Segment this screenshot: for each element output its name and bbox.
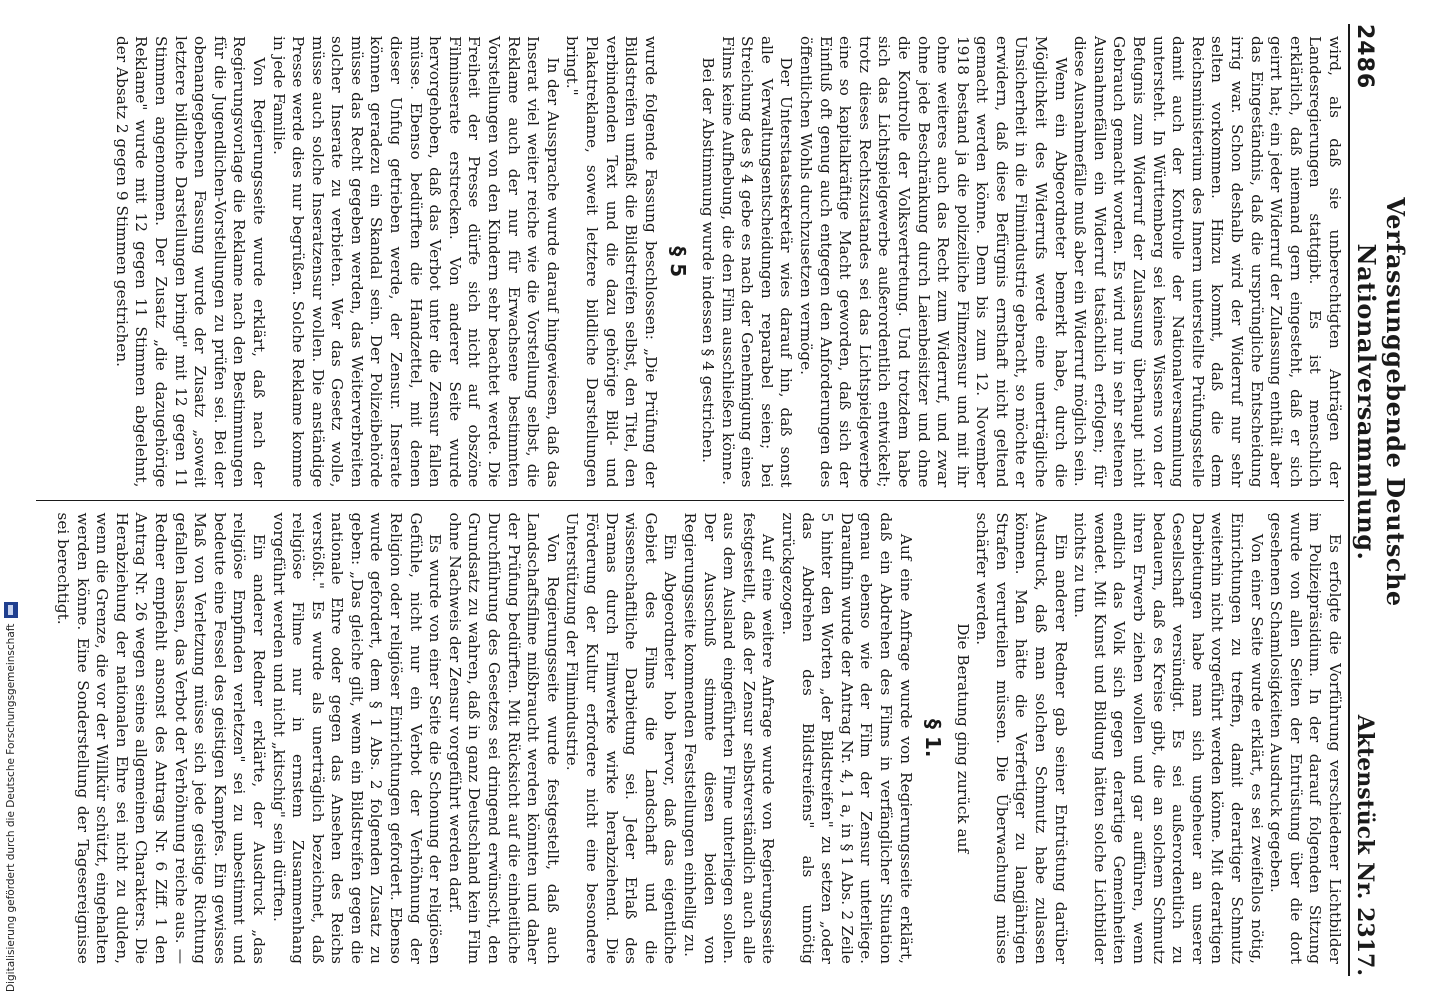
paragraph: wurde folgende Fassung beschlossen: „Die Prüfung der Bildstreifen umfaßt die Bildstreifen selbst, den Titel, den verbindenden Text und die dazu gehörige Bild- und Plakatreklame, soweit letztere bildliche Darstellungen bringt." — [563, 36, 660, 488]
section-heading: § 5 — [666, 246, 691, 278]
running-title: Verfassunggebende Deutsche Nationalversammlung. — [1352, 197, 1410, 607]
paragraph: Wenn ein Abgeordneter bemerkt habe, durch die Möglichkeit des Widerrufs werde eine unerträgliche Unsicherheit in die Filmindustrie gebracht, so möchte er erwidern, daß diese Befürgnis ernsthaft nicht geltend gemacht werden könne. Denn bis zum 12. November 1918 bestand ja die polizeiliche Filmzensur und mit ihr ohne weiteres auch das Recht zum Widerruf, und zwar ohne jede Beschränkung durch Laienbeisitzer und ohne die Kontrolle der Volksvertretung. Und trotzdem habe sich das Lichtspielgewerbe außerordentlich entwickelt; trotz dieses Rechtszustandes sei das Lichtspielgewerbe eine so kapitalkräftige Macht geworden, daß sich der Einfluß oft genug auch entgegen den Anforderungen des öffentlichen Wohls durchzusetzen vermöge. — [796, 36, 1070, 488]
left-column — [10, 24, 1344, 500]
paragraph: In der Aussprache wurde darauf hingewiesen, daß das Inserat viel weiter reiche wie die Vorstellung selbst, die Reklame auch der nur für Erwachsene bestimmten Vorstellungen von den Kindern sehr beachtet werde. Die Freiheit der Presse dürfe sich nicht auf obszöne Filminserate erstrecken. Von anderer Seite wurde hervorgehoben, daß das Verbot unter die Zensur fallen müsse. Ebenso bedürften die Handzettel, mit denen dieser Unfug getrieben werde, der Zensur. Inserate können geradezu ein Skandal sein. Der Polizeibehörde müsse das Recht gegeben werden, das Weiterverbreiten solcher Inserate zu verbieten. Wer das Gesetz wolle, müsse auch solche Inseratzensur wollen. Die anständige Presse werde dies nur begrüßen. Solche Reklame komme in jede Familie. — [269, 36, 562, 488]
paragraph: Von Regierungsseite wurde festgestellt, daß auch Landschaftsfilme mißbraucht werden könnten und daher der Prüfung bedürften. Mit Rücksicht auf die einheitliche Durchführung des Gesetzes sei dringend erwünscht, den Grundsatz zu wahren, daß in ganz Deutschland kein Film ohne Nachweis der Zensur vorgeführt werden darf. — [445, 512, 562, 964]
paragraph: Von einer Seite wurde erklärt, es sei zweifellos nötig, Einrichtungen zu treffen, damit derartiger Schmutz weiterhin nicht vorgeführt werden könne. Mit derartigen Darbietungen habe man sich ungeheuer an unserer Gesellschaft versündigt. Es sei außerordentlich zu bedauern, daß es Kreise gibt, die an solchem Schmutz ihren Erwerb ziehen wollen und gar aufführen, wenn endlich das Volk sich gegen derartige Gemeinheiten wendet. Mit Kunst und Bildung hätten solche Lichtbilder nichts zu tun. — [1071, 512, 1266, 964]
page-number: 2486 — [1352, 24, 1377, 90]
document-reference: Aktenstück Nr. 2317. — [1352, 714, 1378, 976]
paragraph: Es erfolgte die Vorführung verschiedener Lichtbilder im Polizeipräsidium. In der darauf folgenden Sitzung wurde von allen Seiten der Entrüstung über die dort gesehenen Schamlosigkeiten Ausdruck gegeben. — [1267, 512, 1344, 964]
paragraph: Der Unterstaatssekretär wies darauf hin, daß sonst alle Verwaltungsentscheidungen reparabel seien; bei Streichung des § 4 gebe es nach der Genehmigung eines Films keine Aufhebung, die den Film ausschließen könne. — [718, 36, 796, 488]
paragraph: Die Beratung ging zurück auf — [953, 623, 972, 854]
paragraph: Auf eine weitere Anfrage wurde von Regierungsseite festgestellt, daß der Zensur selbstverständlich auch alle aus dem Ausland eingeführten Filme unterliegen sollen. Der Ausschuß stimmte diesen beiden von Regierungsseite kommenden Feststellungen einhellig zu. — [681, 512, 778, 964]
paragraph: wird, als daß sie unberechtigten Anträgen der Landesregierungen stattgibt. Es ist menschlich erklärlich, daß niemand gern eingesteht, daß er sich geirrt hat; ein jeder Widerruf der Zulassung enthält aber das Eingeständnis, daß die ursprüngliche Entscheidung irrig war. Schon deshalb wird der Widerruf nur sehr selten vorkommen. Hinzu kommt, daß die dem Reichsministerium des Innern unterstellte Prüfungsstelle damit auch der Kontrolle der Nationalversammlung untersteht. In Württemberg sei keines Wissens von der Befugnis zum Widerruf der Zulassung überhaupt nicht Gebrauch gemacht worden. Es wird nur in sehr seltenen Ausnahmefällen ein Widerruf tatsächlich erfolgen; für diese Ausnahmefälle muß aber ein Widerruf möglich sein. — [1071, 36, 1344, 488]
right-column — [10, 500, 1344, 977]
paragraph: Ein Abgeordneter hob hervor, daß das eigentliche Gebiet des Films die Landschaft und die wissenschaftliche Darbietung sei. Jeder Erlaß des Dramas durch Filmwerke wirke herabziehend. Die Förderung der Kultur erfordere nicht eine besondere Unterstützung der Filmindustrie. — [563, 512, 680, 964]
paragraph: Von Regierungsseite wurde erklärt, daß nach der Regierungsvorlage die Reklame nach den Bestimmungen für die Jugendlichen-Vorstellungen zu prüfen sei. Bei der obenangegebenen Fassung wurde der Zusatz „soweit letztere bildliche Darstellungen bringt" mit 12 gegen 11 Stimmen angenommen. Der Zusatz „die dazugehörige Reklame" wurde mit 12 gegen 11 Stimmen abgelehnt, der Absatz 2 gegen 9 Stimmen gestrichen. — [112, 36, 268, 488]
running-header — [1348, 24, 1410, 976]
digitization-credit — [1, 2, 21, 992]
text-columns — [10, 24, 1344, 976]
section-heading: § 1. — [921, 719, 946, 758]
dfg-logo-icon — [4, 602, 18, 618]
paragraph: Auf eine Anfrage wurde von Regierungsseite erklärt, daß ein Abdrehen des Films in verfänglicher Situation genau ebenso wie der Film der Zensur unterliege. Daraufhin wurde der Antrag Nr. 4, 1 a, in § 1 Abs. 2 Zeile 5 hinter den Worten „der Bildstreifen" zu setzen „oder das Abdrehen des Bildstreifens" als unnötig zurückgezogen. — [778, 512, 915, 964]
paragraph: Ein anderer Redner gab seiner Entrüstung darüber Ausdruck, daß man solchen Schmutz habe zulassen können. Man hätte die Verfertiger zu langjährigen Strafen verurteilen müssen. Die Überwachung müsse schärfer werden. — [973, 512, 1070, 964]
paragraph: Bei der Abstimmung wurde indessen § 4 gestrichen. — [699, 57, 717, 463]
paragraph: Ein anderer Redner erklärte, der Ausdruck „das religiöse Empfinden verletzen" sei zu unbestimmt und bedeute eine Fessel des geistigen Kampfes. Ein gewisses Maß von Verletzung müsse sich jede geistige Richtung gefallen lassen, das Verbot der Verhöhnung reiche aus. — Redner empfiehlt ansonst des Antrags Nr. 6 Ziff. 1 den Antrag Nr. 26 wegen seines allgemeinen Charakters. Die Herabziehung der nationalen Ehre sei nicht zu dulden, wenn die Grenze, die vor der Willkür schützt, eingehalten werden könne. Eine Sonderstellung der Tagesereignisse sei berechtigt. — [54, 512, 268, 964]
credit-text: Digitalisierung gefördert durch die Deutsche Forschungsgemeinschaft — [5, 623, 17, 992]
paragraph: Es wurde von einer Seite die Schonung der religiösen Gefühle, nicht nur ein Verbot der Verhöhnung der Religion oder religiöser Einrichtungen gefordert. Ebenso wurde gefordert, dem § 1 Abs. 2 folgenden Zusatz zu geben: „Das gleiche gilt, wenn ein Bildstreifen gegen die nationale Ehre oder gegen das Ansehen des Reichs verstößt." Es wurde als unerträglich bezeichnet, daß religiöse Filme nur in ernstem Zusammenhang vorgeführt werden und nicht „kitschig" sein dürften. — [269, 512, 445, 964]
